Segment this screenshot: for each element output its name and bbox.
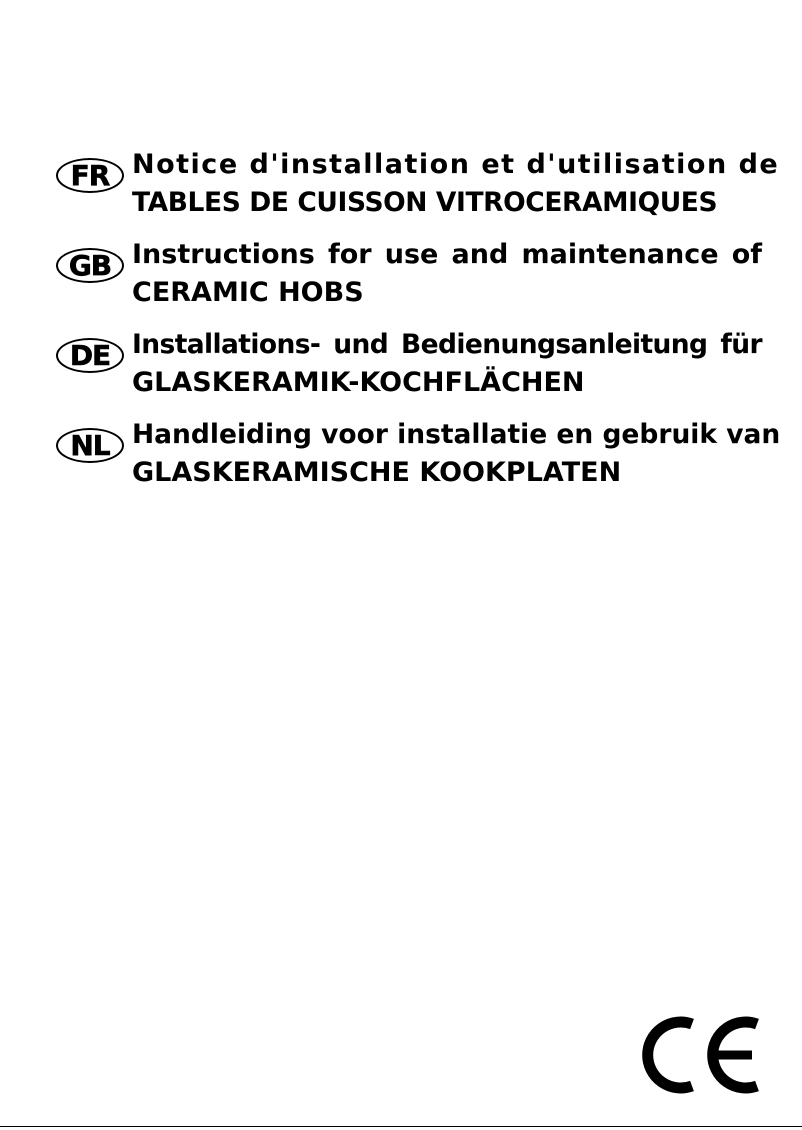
bottom-rule — [0, 1126, 802, 1127]
ce-mark-icon — [640, 1012, 760, 1098]
title-line-fr: Notice d'installation et d'utilisation de — [132, 149, 780, 180]
title-line-de: Installations- und Bedienungsanleitung für — [132, 329, 762, 360]
product-name-nl: GLASKERAMISCHE KOOKPLATEN — [132, 457, 622, 488]
product-name-de: GLASKERAMIK-KOCHFLÄCHEN — [132, 367, 585, 398]
title-line-nl: Handleiding voor installatie en gebruik van — [132, 419, 781, 450]
language-badge-gb: GB — [56, 248, 124, 283]
language-badge-nl: NL — [56, 428, 124, 463]
product-name-gb: CERAMIC HOBS — [132, 277, 364, 308]
language-badge-de: DE — [56, 338, 124, 373]
language-badge-fr: FR — [56, 158, 124, 193]
product-name-fr: TABLES DE CUISSON VITROCERAMIQUES — [132, 187, 718, 218]
title-line-gb: Instructions for use and maintenance of — [132, 239, 762, 270]
